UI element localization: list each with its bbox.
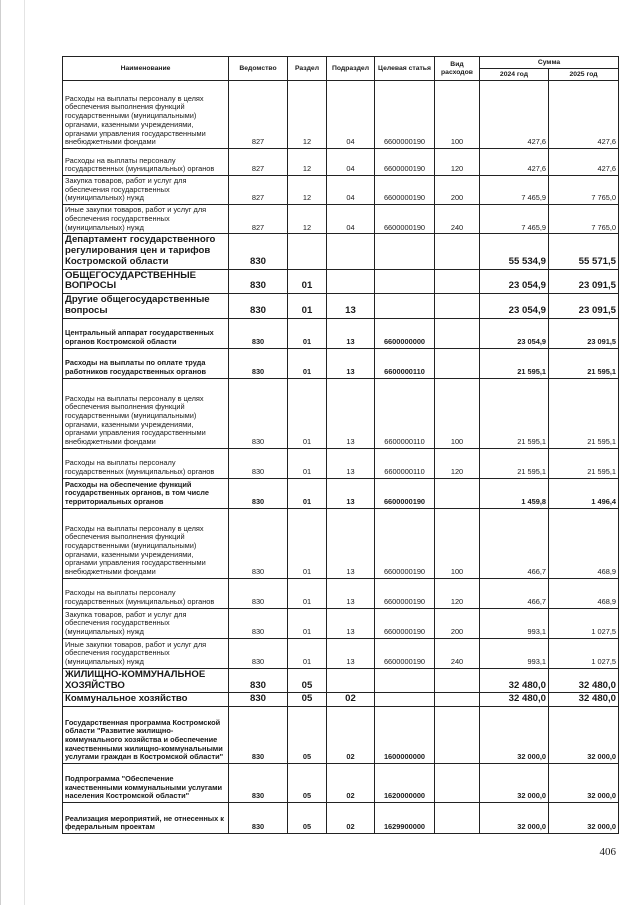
cell-subsection: 02 [327, 764, 375, 803]
header-dept: Ведомство [229, 57, 288, 81]
table-row [63, 693, 619, 707]
cell-dept: 830 [229, 638, 288, 668]
header-year-2024: 2024 год [480, 69, 549, 81]
cell-exp-type [435, 803, 480, 834]
cell-sum-2024: 32 480,0 [480, 693, 549, 707]
cell-target: 6600000190 [375, 149, 435, 176]
cell-exp-type [435, 707, 480, 764]
cell-sum-2025: 7 765,0 [549, 176, 619, 205]
cell-section: 01 [288, 318, 327, 348]
header-exp-type: Вид расходов [435, 57, 480, 81]
cell-sum-2024: 21 595,1 [480, 348, 549, 378]
table-row [63, 176, 619, 205]
cell-subsection: 13 [327, 578, 375, 608]
cell-sum-2024: 427,6 [480, 81, 549, 149]
cell-section: 05 [288, 693, 327, 707]
table-row [63, 764, 619, 803]
cell-sum-2024: 55 534,9 [480, 234, 549, 269]
cell-section: 05 [288, 668, 327, 693]
cell-dept: 830 [229, 693, 288, 707]
cell-section [288, 234, 327, 269]
cell-section: 12 [288, 149, 327, 176]
cell-exp-type: 120 [435, 448, 480, 478]
table-row [63, 205, 619, 234]
cell-target [375, 668, 435, 693]
cell-subsection: 13 [327, 378, 375, 448]
cell-dept: 830 [229, 269, 288, 294]
cell-subsection: 13 [327, 478, 375, 508]
cell-name: Расходы на выплаты персоналу государственных (муниципальных) органов [63, 578, 229, 608]
table-row [63, 348, 619, 378]
cell-sum-2024: 466,7 [480, 578, 549, 608]
cell-name: Иные закупки товаров, работ и услуг для обеспечения государственных (муниципальных) нужд [63, 638, 229, 668]
cell-section: 01 [288, 608, 327, 638]
cell-exp-type: 240 [435, 638, 480, 668]
cell-sum-2024: 23 054,9 [480, 294, 549, 319]
cell-dept: 830 [229, 668, 288, 693]
cell-sum-2025: 1 027,5 [549, 608, 619, 638]
cell-sum-2025: 23 091,5 [549, 294, 619, 319]
table-row [63, 378, 619, 448]
cell-target: 6600000000 [375, 318, 435, 348]
cell-sum-2025: 427,6 [549, 149, 619, 176]
cell-subsection: 13 [327, 348, 375, 378]
cell-sum-2025: 32 000,0 [549, 803, 619, 834]
cell-section: 01 [288, 378, 327, 448]
cell-sum-2024: 32 480,0 [480, 668, 549, 693]
cell-name: Расходы на выплаты по оплате труда работников государственных органов [63, 348, 229, 378]
cell-sum-2025: 21 595,1 [549, 348, 619, 378]
margin-line [24, 0, 25, 905]
table-row [63, 294, 619, 319]
cell-sum-2024: 1 459,8 [480, 478, 549, 508]
header-name: Наименование [63, 57, 229, 81]
cell-subsection: 13 [327, 508, 375, 578]
cell-exp-type [435, 668, 480, 693]
cell-name: Реализация мероприятий, не отнесенных к федеральным проектам [63, 803, 229, 834]
cell-subsection: 04 [327, 176, 375, 205]
cell-name: Расходы на выплаты персоналу государственных (муниципальных) органов [63, 149, 229, 176]
cell-exp-type [435, 348, 480, 378]
cell-section: 12 [288, 205, 327, 234]
cell-name: Расходы на обеспечение функций государственных органов, в том числе территориальных органов [63, 478, 229, 508]
cell-target: 6600000110 [375, 348, 435, 378]
cell-target [375, 693, 435, 707]
cell-section: 05 [288, 803, 327, 834]
cell-dept: 830 [229, 764, 288, 803]
table-row [63, 81, 619, 149]
cell-dept: 827 [229, 176, 288, 205]
cell-exp-type: 120 [435, 149, 480, 176]
page-edge [0, 0, 1, 905]
cell-section: 01 [288, 348, 327, 378]
cell-sum-2025: 21 595,1 [549, 448, 619, 478]
cell-subsection: 04 [327, 81, 375, 149]
cell-name: Государственная программа Костромской области "Развитие жилищно-коммунального хозяйства и обеспечение качественными жилищно-коммунальными услугами граждан в Костромской области" [63, 707, 229, 764]
cell-name: Другие общегосударственные вопросы [63, 294, 229, 319]
cell-dept: 830 [229, 294, 288, 319]
cell-sum-2024: 993,1 [480, 608, 549, 638]
cell-section: 01 [288, 638, 327, 668]
cell-exp-type: 240 [435, 205, 480, 234]
cell-name: Расходы на выплаты персоналу государственных (муниципальных) органов [63, 448, 229, 478]
cell-sum-2025: 23 091,5 [549, 318, 619, 348]
cell-subsection: 02 [327, 693, 375, 707]
cell-name: Закупка товаров, работ и услуг для обеспечения государственных (муниципальных) нужд [63, 176, 229, 205]
cell-dept: 827 [229, 205, 288, 234]
cell-subsection: 13 [327, 294, 375, 319]
cell-subsection: 02 [327, 803, 375, 834]
cell-sum-2025: 55 571,5 [549, 234, 619, 269]
cell-sum-2024: 466,7 [480, 508, 549, 578]
cell-name: Расходы на выплаты персоналу в целях обеспечения выполнения функций государственными (муниципальными) органами, казенными учреждениями, органами управления государственными внебюджетными фондами [63, 508, 229, 578]
table-row [63, 269, 619, 294]
cell-sum-2025: 468,9 [549, 578, 619, 608]
cell-exp-type: 100 [435, 81, 480, 149]
table-row [63, 478, 619, 508]
cell-exp-type: 200 [435, 608, 480, 638]
cell-exp-type [435, 318, 480, 348]
cell-sum-2024: 427,6 [480, 149, 549, 176]
cell-exp-type: 200 [435, 176, 480, 205]
table-row [63, 638, 619, 668]
cell-dept: 830 [229, 234, 288, 269]
table-row [63, 149, 619, 176]
cell-name: Закупка товаров, работ и услуг для обеспечения государственных (муниципальных) нужд [63, 608, 229, 638]
cell-sum-2024: 21 595,1 [480, 448, 549, 478]
cell-section: 01 [288, 578, 327, 608]
cell-exp-type: 120 [435, 578, 480, 608]
cell-exp-type [435, 269, 480, 294]
cell-dept: 830 [229, 478, 288, 508]
cell-section: 05 [288, 764, 327, 803]
cell-name: Расходы на выплаты персоналу в целях обеспечения выполнения функций государственными (муниципальными) органами, казенными учреждениями, органами управления государственными внебюджетными фондами [63, 81, 229, 149]
cell-sum-2025: 21 595,1 [549, 378, 619, 448]
cell-sum-2024: 32 000,0 [480, 707, 549, 764]
cell-name: Иные закупки товаров, работ и услуг для обеспечения государственных (муниципальных) нужд [63, 205, 229, 234]
cell-target: 6600000190 [375, 638, 435, 668]
cell-target [375, 269, 435, 294]
cell-dept: 830 [229, 508, 288, 578]
table-row [63, 448, 619, 478]
cell-exp-type: 100 [435, 508, 480, 578]
cell-sum-2025: 1 027,5 [549, 638, 619, 668]
cell-target: 6600000110 [375, 448, 435, 478]
cell-exp-type [435, 294, 480, 319]
cell-subsection [327, 668, 375, 693]
cell-target: 6600000190 [375, 176, 435, 205]
cell-sum-2024: 993,1 [480, 638, 549, 668]
cell-target: 6600000190 [375, 205, 435, 234]
cell-section: 12 [288, 81, 327, 149]
table-row [63, 508, 619, 578]
table-row [63, 803, 619, 834]
table-body [63, 81, 619, 834]
header-section: Раздел [288, 57, 327, 81]
cell-section: 01 [288, 294, 327, 319]
header-subsection: Подраздел [327, 57, 375, 81]
budget-table [62, 56, 619, 834]
cell-section: 01 [288, 508, 327, 578]
cell-subsection: 02 [327, 707, 375, 764]
table-row [63, 578, 619, 608]
cell-exp-type [435, 478, 480, 508]
cell-sum-2025: 1 496,4 [549, 478, 619, 508]
cell-name: ЖИЛИЩНО-КОММУНАЛЬНОЕ ХОЗЯЙСТВО [63, 668, 229, 693]
cell-sum-2024: 32 000,0 [480, 803, 549, 834]
cell-name: Центральный аппарат государственных органов Костромской области [63, 318, 229, 348]
cell-sum-2025: 32 000,0 [549, 707, 619, 764]
cell-target: 6600000190 [375, 81, 435, 149]
table-row [63, 707, 619, 764]
cell-subsection [327, 269, 375, 294]
cell-target [375, 294, 435, 319]
cell-subsection: 13 [327, 318, 375, 348]
cell-sum-2025: 468,9 [549, 508, 619, 578]
cell-target: 1629900000 [375, 803, 435, 834]
cell-section: 01 [288, 269, 327, 294]
cell-dept: 827 [229, 81, 288, 149]
cell-target: 6600000110 [375, 378, 435, 448]
page-number: 406 [599, 846, 616, 858]
cell-name: ОБЩЕГОСУДАРСТВЕННЫЕ ВОПРОСЫ [63, 269, 229, 294]
cell-sum-2025: 32 480,0 [549, 668, 619, 693]
cell-subsection: 04 [327, 149, 375, 176]
cell-subsection: 13 [327, 448, 375, 478]
cell-subsection: 04 [327, 205, 375, 234]
cell-sum-2025: 427,6 [549, 81, 619, 149]
cell-target [375, 234, 435, 269]
cell-name: Департамент государственного регулирования цен и тарифов Костромской области [63, 234, 229, 269]
cell-sum-2025: 32 000,0 [549, 764, 619, 803]
cell-sum-2024: 23 054,9 [480, 318, 549, 348]
cell-section: 12 [288, 176, 327, 205]
table-row [63, 234, 619, 269]
cell-target: 6600000190 [375, 578, 435, 608]
cell-name: Расходы на выплаты персоналу в целях обеспечения выполнения функций государственными (муниципальными) органами, казенными учреждениями, органами управления государственными внебюджетными фондами [63, 378, 229, 448]
cell-target: 1620000000 [375, 764, 435, 803]
cell-dept: 830 [229, 803, 288, 834]
cell-sum-2024: 21 595,1 [480, 378, 549, 448]
cell-name: Подпрограмма "Обеспечение качественными коммунальными услугами населения Костромской области" [63, 764, 229, 803]
cell-dept: 830 [229, 578, 288, 608]
cell-dept: 830 [229, 608, 288, 638]
cell-dept: 830 [229, 348, 288, 378]
header-row [63, 57, 619, 69]
cell-target: 6600000190 [375, 508, 435, 578]
cell-section: 01 [288, 478, 327, 508]
cell-target: 1600000000 [375, 707, 435, 764]
table-row [63, 608, 619, 638]
header-year-2025: 2025 год [549, 69, 619, 81]
cell-exp-type [435, 764, 480, 803]
cell-target: 6600000190 [375, 608, 435, 638]
header-sum: Сумма [480, 57, 619, 69]
cell-section: 05 [288, 707, 327, 764]
cell-exp-type [435, 234, 480, 269]
cell-dept: 830 [229, 707, 288, 764]
cell-subsection [327, 234, 375, 269]
cell-sum-2024: 23 054,9 [480, 269, 549, 294]
header-target: Целевая статья [375, 57, 435, 81]
cell-exp-type: 100 [435, 378, 480, 448]
cell-dept: 827 [229, 149, 288, 176]
cell-dept: 830 [229, 378, 288, 448]
cell-dept: 830 [229, 448, 288, 478]
cell-section: 01 [288, 448, 327, 478]
cell-sum-2024: 7 465,9 [480, 205, 549, 234]
cell-sum-2025: 23 091,5 [549, 269, 619, 294]
table-row [63, 318, 619, 348]
cell-sum-2025: 32 480,0 [549, 693, 619, 707]
cell-sum-2025: 7 765,0 [549, 205, 619, 234]
cell-subsection: 13 [327, 638, 375, 668]
cell-sum-2024: 7 465,9 [480, 176, 549, 205]
cell-exp-type [435, 693, 480, 707]
cell-sum-2024: 32 000,0 [480, 764, 549, 803]
table-row [63, 668, 619, 693]
cell-dept: 830 [229, 318, 288, 348]
cell-name: Коммунальное хозяйство [63, 693, 229, 707]
cell-subsection: 13 [327, 608, 375, 638]
cell-target: 6600000190 [375, 478, 435, 508]
